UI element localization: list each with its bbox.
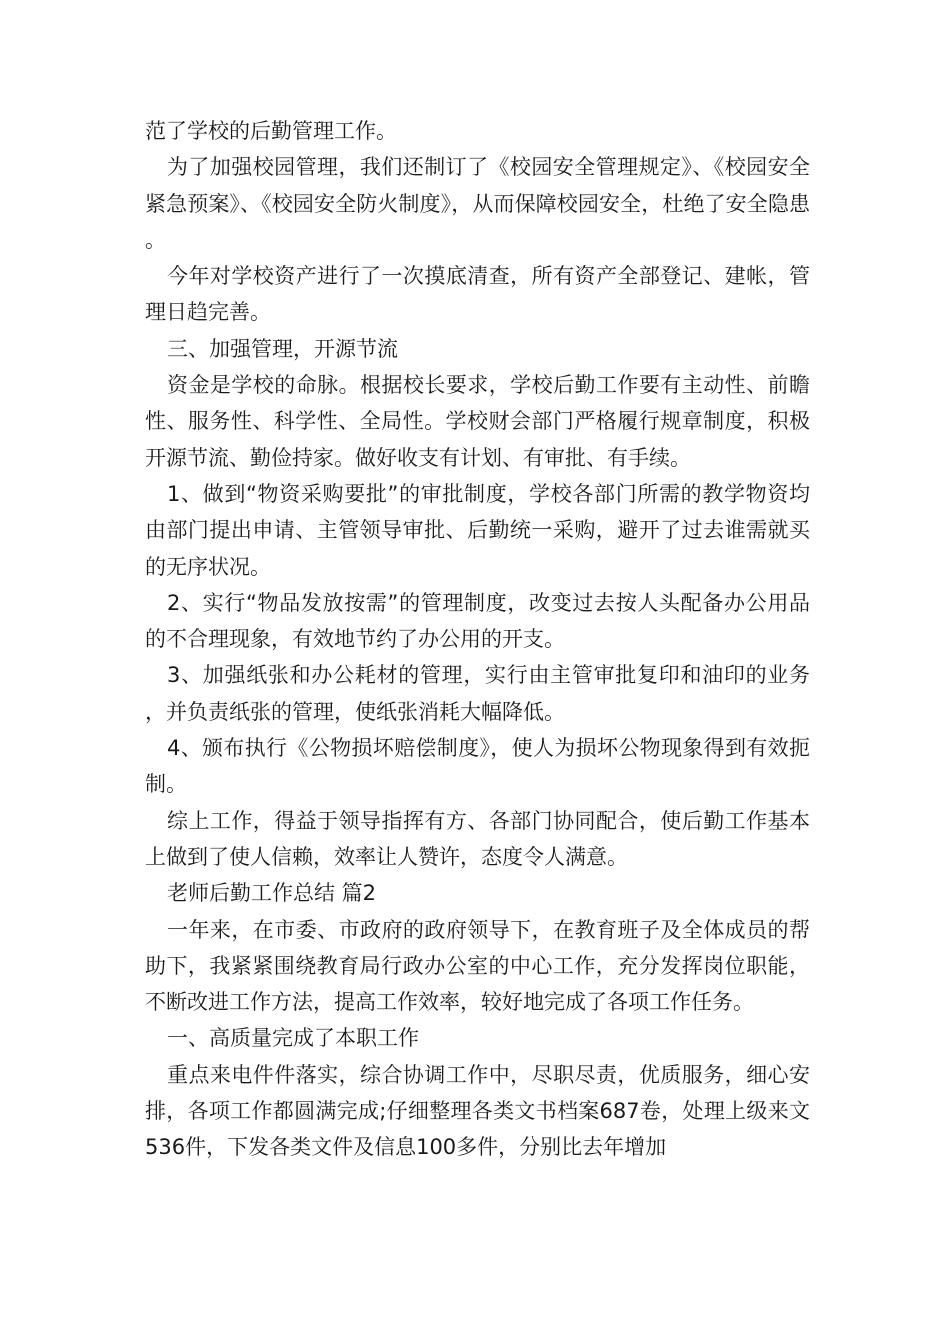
document-body: [145, 113, 810, 1166]
paragraph-summary: 综上工作，得益于领导指挥有方、各部门协同配合，使后勤工作基本上做到了使人信赖，效率让人赞许，态度令人满意。: [145, 808, 810, 869]
paragraph-intro-2: 一年来，在市委、市政府的政府领导下，在教育班子及全体成员的帮助下，我紧紧围绕教育局行政办公室的中心工作，充分发挥岗位职能，不断改进工作方法，提高工作效率，较好地完成了各项工作任务。: [145, 917, 810, 1015]
list-item-4: 4、颁布执行《公物损坏赔偿制度》，使人为损坏公物现象得到有效扼制。: [145, 736, 810, 797]
paragraph-5: 资金是学校的命脉。根据校长要求，学校后勤工作要有主动性、前瞻性、服务性、科学性、全局性。学校财会部门严格履行规章制度，积极开源节流、勤俭持家。做好收支有计划、有审批、有手续。: [145, 373, 810, 470]
paragraph-2: 为了加强校园管理，我们还制订了《校园安全管理规定》、《校园安全紧急预案》、《校园安全防火制度》，从而保障校园安全，杜绝了安全隐患。: [145, 155, 810, 252]
section-heading-1: 一、高质量完成了本职工作: [167, 1026, 419, 1051]
article-title-2: 老师后勤工作总结 篇2: [167, 881, 377, 906]
paragraph-3: 今年对学校资产进行了一次摸底清查，所有资产全部登记、建帐，管理日趋完善。: [145, 264, 810, 325]
list-item-3: 3、加强纸张和办公耗材的管理，实行由主管审批复印和油印的业务，并负责纸张的管理，使纸张消耗大幅降低。: [145, 663, 810, 724]
section-heading-3: 三、加强管理，开源节流: [167, 336, 398, 361]
list-item-2: 2、实行“物品发放按需”的管理制度，改变过去按人头配备办公用品的不合理现象，有效地节约了办公用的开支。: [145, 590, 810, 652]
list-item-1: 1、做到“物资采购要批”的审批制度，学校各部门所需的教学物资均由部门提出申请、主管领导审批、后勤统一采购，避开了过去谁需就买的无序状况。: [145, 481, 810, 579]
paragraph-last: 重点来电件件落实，综合协调工作中，尽职尽责，优质服务，细心安排，各项工作都圆满完成;仔细整理各类文书档案687卷，处理上级来文536件，下发各类文件及信息100多件，分别比去年增加: [145, 1062, 810, 1160]
paragraph-1: 范了学校的后勤管理工作。: [145, 119, 397, 143]
